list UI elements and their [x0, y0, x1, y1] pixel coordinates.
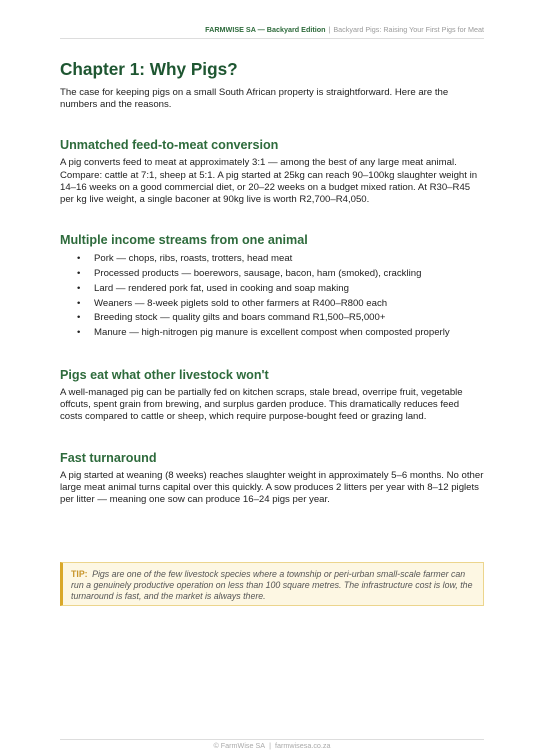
bullet-icon: • [77, 327, 81, 339]
section-heading: Fast turnaround [60, 450, 157, 465]
bullet-icon: • [77, 297, 81, 309]
running-header [60, 25, 484, 39]
chapter-title: Chapter 1: Why Pigs? [60, 59, 238, 79]
chapter-intro: The case for keeping pigs on a small South African property is straightforward. Here are the numbers and the reasons. [60, 87, 449, 111]
tip-label: TIP: [71, 569, 88, 579]
income-list [60, 252, 484, 341]
header-separator: | [328, 25, 331, 34]
header-book-title: Backyard Pigs: Raising Your First Pigs for Meat [333, 25, 484, 34]
footer-separator: | [269, 741, 271, 750]
list-item [60, 311, 484, 326]
section-feed-conversion [60, 137, 484, 206]
tip-callout [60, 562, 484, 606]
list-item-text: Breeding stock — quality gilts and boars command R1,500–R5,000+ [94, 312, 386, 324]
list-item [60, 252, 484, 267]
tip-text: Pigs are one of the few livestock species where a township or peri-urban small-scale farmer can run a genuinely productive operation on less than 100 square metres. The infrastructure cost is low, the turnaround is fast, and the market is always there. [71, 569, 473, 601]
list-item [60, 282, 484, 297]
section-body: A well-managed pig can be partially fed on kitchen scraps, stale bread, overripe fruit, vegetable offcuts, spent grain from brewing, and surplus garden produce. This dramatically reduces feed costs compared to cattle or sheep, which require purpose-bought feed or grazing land. [60, 387, 463, 423]
section-heading: Unmatched feed-to-meat conversion [60, 138, 279, 153]
list-item [60, 297, 484, 312]
section-body: A pig started at weaning (8 weeks) reaches slaughter weight in approximately 5–6 months. No other large meat animal turns capital over this quickly. A sow produces 2 litters per year with 8–12 piglets per litter — meaning one sow can produce 16–24 pigs per year. [60, 469, 484, 506]
page-footer [60, 739, 484, 750]
footer-website: farmwisesa.co.za [274, 741, 331, 750]
footer-copyright: © FarmWise SA [213, 741, 266, 750]
list-item-text: Processed products — boerewors, sausage, bacon, ham (smoked), crackling [94, 268, 422, 280]
bullet-icon: • [77, 268, 81, 280]
list-item [60, 267, 484, 282]
bullet-icon: • [77, 312, 81, 324]
main-content [60, 58, 484, 506]
section-income-streams [60, 232, 484, 341]
bullet-icon: • [77, 253, 81, 265]
list-item [60, 326, 484, 341]
section-heading: Pigs eat what other livestock won't [60, 368, 269, 382]
list-item-text: Weaners — 8-week piglets sold to other farmers at R400–R800 each [94, 297, 388, 309]
section-fast-turnaround [60, 450, 484, 507]
list-item-text: Lard — rendered pork fat, used in cooking and soap making [94, 282, 349, 294]
section-heading: Multiple income streams from one animal [60, 233, 308, 248]
list-item-text: Pork — chops, ribs, roasts, trotters, head meat [94, 253, 293, 265]
section-scrap-feeding [60, 367, 484, 424]
list-item-text: Manure — high-nitrogen pig manure is excellent compost when composted properly [94, 327, 450, 339]
bullet-icon: • [77, 282, 81, 294]
header-brand: FARMWISE SA — Backyard Edition [205, 25, 326, 34]
section-body: A pig converts feed to meat at approximately 3:1 — among the best of any large meat animal. Compare: cattle at 7:1, sheep at 5:1. A pig started at 25kg can reach 90–100kg slaughter weight in 14–16 weeks on a good commercial diet, or 20–22 weeks on a budget mixed ration. At R30–R45 per kg live weight, a single baconer at 90kg live is worth R2,700–R4,050. [60, 157, 478, 206]
